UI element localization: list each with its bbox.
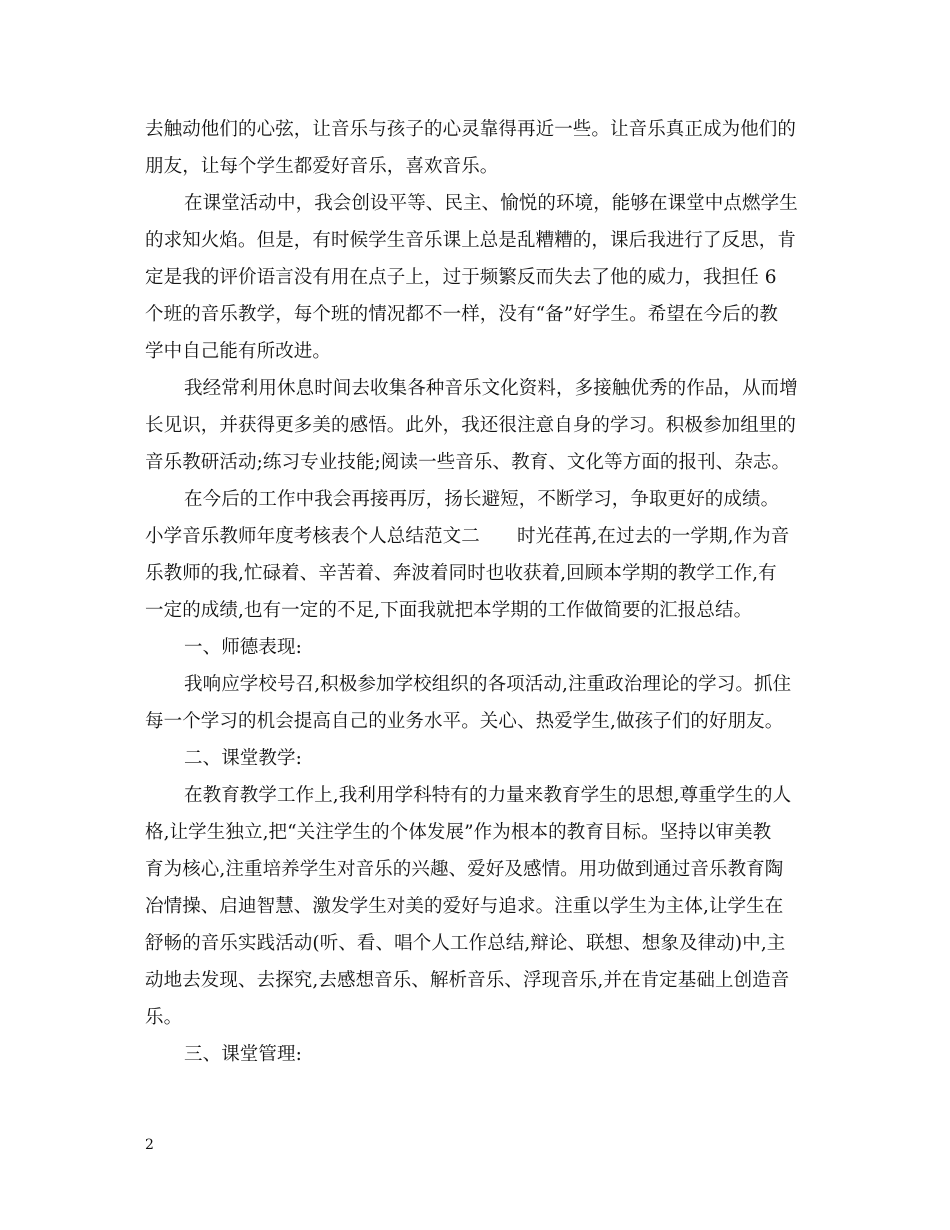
text-line: 动地去发现、去探究,去感想音乐、解析音乐、浮现音乐,并在肯定基础上创造音 <box>145 970 790 991</box>
text-line: 一定的成绩,也有一定的不足,下面我就把本学期的工作做简要的汇报总结。 <box>145 600 753 621</box>
text-line: 格,让学生独立,把“关注学生的个体发展”作为根本的教育目标。坚持以审美教 <box>145 822 772 843</box>
section-heading: 三、课堂管理: <box>184 1044 302 1065</box>
text-line: 乐。 <box>145 1007 183 1028</box>
text-line: 每一个学习的机会提高自己的业务水平。关心、热爱学生,做孩子们的好朋友。 <box>145 711 784 732</box>
text-line: 舒畅的音乐实践活动(听、看、唱个人工作总结,辩论、联想、想象及律动)中,主 <box>145 933 786 954</box>
text-line: 长见识，并获得更多美的感悟。此外，我还很注意自身的学习。积极参加组里的 <box>145 415 797 436</box>
text-line: 冶情操、启迪智慧、激发学生对美的爱好与追求。注重以学生为主体,让学生在 <box>145 896 784 917</box>
text-line: 在教育教学工作上,我利用学科特有的力量来教育学生的思想,尊重学生的人 <box>184 785 792 806</box>
section-heading: 二、课堂教学: <box>184 748 302 769</box>
text-line: 我响应学校号召,积极参加学校组织的各项活动,注重政治理论的学习。抓住 <box>184 674 792 695</box>
text-line: 我经常利用休息时间去收集各种音乐文化资料，多接触优秀的作品，从而增 <box>184 378 798 399</box>
text-line: 定是我的评价语言没有用在点子上，过于频繁反而失去了他的威力，我担任 6 <box>145 267 777 288</box>
page-number: 2 <box>145 1137 154 1153</box>
text-line: 在今后的工作中我会再接再厉，扬长避短，不断学习，争取更好的成绩。 <box>184 489 780 510</box>
text-line: 在课堂活动中，我会创设平等、民主、愉悦的环境，能够在课堂中点燃学生 <box>184 193 798 214</box>
text-line: 乐教师的我,忙碌着、辛苦着、奔波着同时也收获着,回顾本学期的教学工作,有 <box>145 563 777 584</box>
text-line: 育为核心,注重培养学生对音乐的兴趣、爱好及感情。用功做到通过音乐教育陶 <box>145 859 784 880</box>
text-line: 小学音乐教师年度考核表个人总结范文二 时光荏苒,在过去的一学期,作为音 <box>145 526 790 547</box>
text-line: 的求知火焰。但是，有时候学生音乐课上总是乱糟糟的，课后我进行了反思，肯 <box>145 230 797 251</box>
text-line: 个班的音乐教学，每个班的情况都不一样，没有“备”好学生。希望在今后的教 <box>145 304 778 325</box>
text-line: 学中自己能有所改进。 <box>145 341 332 362</box>
text-line: 音乐教研活动;练习专业技能;阅读一些音乐、教育、文化等方面的报刊、杂志。 <box>145 452 791 473</box>
text-line: 朋友，让每个学生都爱好音乐，喜欢音乐。 <box>145 156 499 177</box>
section-heading: 一、师德表现: <box>184 637 302 658</box>
document-body <box>145 118 810 1067</box>
text-line: 去触动他们的心弦，让音乐与孩子的心灵靠得再近一些。让音乐真正成为他们的 <box>145 119 797 140</box>
